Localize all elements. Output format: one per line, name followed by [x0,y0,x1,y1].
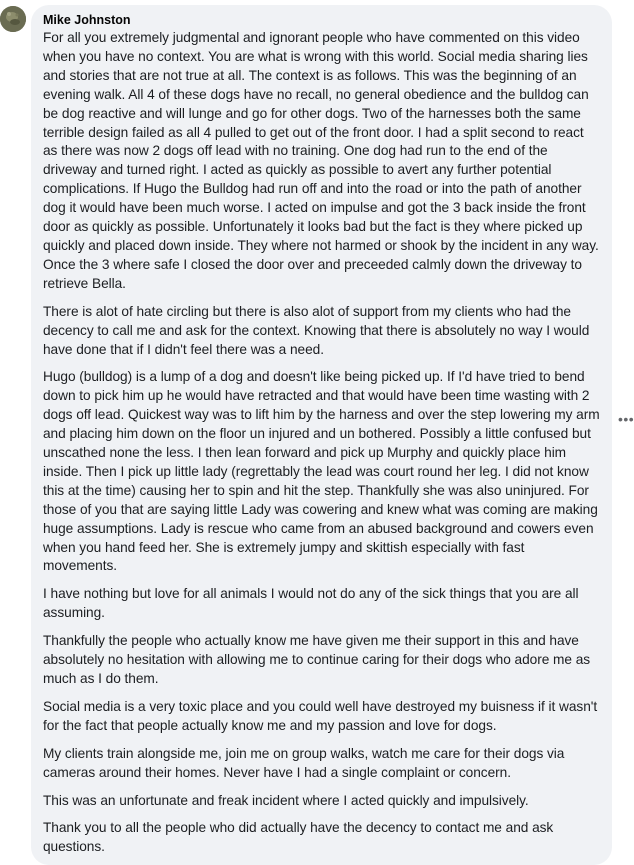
comment-paragraph-6: Social media is a very toxic place and you could well have destroyed my buisness if it wasn't for the fact that people actually know me and my passion and love for dogs. [43,698,598,733]
comment-paragraph-4: I have nothing but love for all animals I would not do any of the sick things that you are all assuming. [43,586,579,621]
comment-bubble [31,5,612,865]
comment-paragraph-7: My clients train alongside me, join me on group walks, watch me care for their dogs via cameras around their homes. Never have I had a single complaint or concern. [43,745,565,780]
comment-paragraph-5: Thankfully the people who actually know me have given me their support in this and have absolutely no hesitation with allowing me to continue caring for their dogs who adore me as much as I do them. [43,633,591,686]
comment-paragraph-8: This was an unfortunate and freak incident where I acted quickly and impulsively. [43,792,529,808]
comment-paragraph-9: Thank you to all the people who did actually have the decency to contact me and ask questions. [43,820,554,855]
comment-paragraph-1: For all you extremely judgmental and ignorant people who have commented on this video when you have no context. You are what is wrong with this world. Social media sharing lies and stories that are not true at all. The context is as follows. This was the beginning of an evening walk. All 4 of these dogs have no recall, no general obedience and the bulldog can be dog reactive and will lunge and go for other dogs. Two of the harnesses both the same terrible design failed as all 4 pulled to get out of the front door. I had a split second to react as there was now 2 dogs off lead with no training. One dog had run to the end of the driveway and turned right. I acted as quickly as possible to avert any further potential complications. If Hugo the Bulldog had run off and into the road or into the path of another dog it would have been much worse. I acted on impulse and got the 3 back inside the front door as quickly as possible. Unfortunately it looks bad but the fact is they where picked up quickly and placed down inside. They where not harmed or shook by the incident in any way. Once the 3 where safe I closed the door over and preceeded calmly down the driveway to retrieve Bella. [43,30,599,291]
comment-author[interactable]: Mike Johnston [43,13,131,27]
comment-paragraph-2: There is alot of hate circling but there is also alot of support from my clients who had the decency to call me and ask for the context. Knowing that there is absolutely no way I would have done that if I didn't feel there was a need. [43,303,590,357]
more-options-button[interactable] [618,411,634,430]
avatar[interactable] [0,6,26,32]
comment-paragraph-3: Hugo (bulldog) is a lump of a dog and doesn't like being picked up. If I'd have tried to bend down to pick him up he would have retracted and that would have been time wasting with 2 dogs off lead. Quickest way was to lift him by the harness and over the step lowering my arm and placing him down on the floor un injured and un bothered. Possibly a little confused but unscathed none the less. I then lean forward and pick up Murphy and quickly place him inside. Then I pick up little lady (regrettably the lead was court round her leg. I did not know this at the time) causing her to spin and hit the step. Thankfully she was also uninjured. For those of you that are saying little Lady was cowering and knew what was coming are making huge assumptions. Lady is rescue who came from an abused background and cowers even when you hand feed her. She is extremely jumpy and skittish especially with fast movements. [43,369,600,574]
more-options-icon: ••• [618,411,634,427]
avatar-icon [0,6,26,32]
